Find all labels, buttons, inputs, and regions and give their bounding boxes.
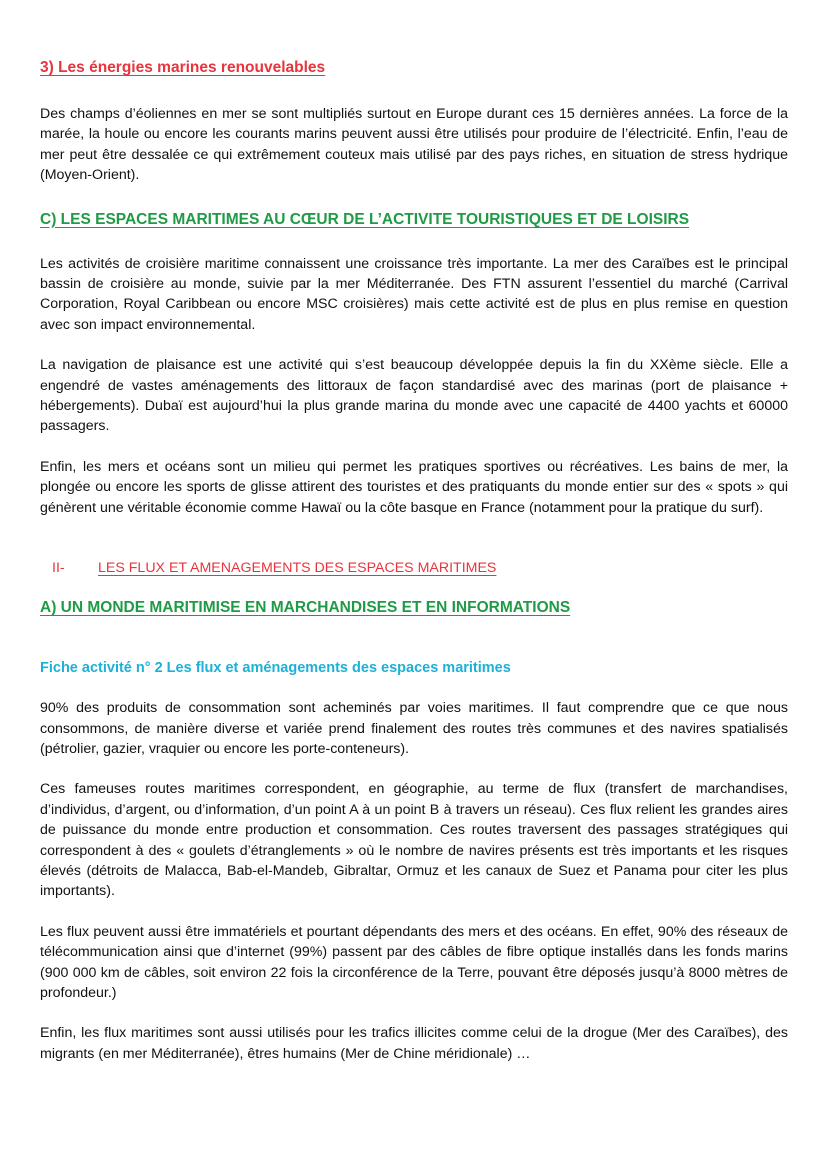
fiche-activite-heading: Fiche activité n° 2 Les flux et aménagements des espaces maritimes <box>40 660 511 677</box>
fiche-paragraph-4: Enfin, les flux maritimes sont aussi utilisés pour les trafics illicites comme celui de la drogue (Mer des Caraïbes), des migrants (en mer Méditerranée), êtres humains (Mer de Chine méridionale) … <box>40 1025 788 1062</box>
section-3-heading: 3) Les énergies marines renouvelables <box>40 59 326 76</box>
section-ii-number: II- <box>52 560 65 577</box>
document-page <box>40 58 788 1064</box>
section-a-heading: A) UN MONDE MARITIMISE EN MARCHANDISES ET EN INFORMATIONS <box>40 599 571 617</box>
section-c-heading: C) LES ESPACES MARITIMES AU CŒUR DE L’ACTIVITE TOURISTIQUES ET DE LOISIRS <box>40 210 690 228</box>
fiche-paragraph-1: 90% des produits de consommation sont acheminés par voies maritimes. Il faut comprendre que ce que nous consommons, de manière diverse et variée prend finalement des routes très communes et des navires spatialisés (pétrolier, gazier, vraquier ou encore les porte-conteneurs). <box>40 700 788 757</box>
section-c-paragraph-3: Enfin, les mers et océans sont un milieu qui permet les pratiques sportives ou récréatives. Les bains de mer, la plongée ou encore les sports de glisse attirent des touristes et des pratiquants du monde entier sur des « spots » qui génèrent une véritable économie comme Hawaï ou la côte basque en France (notamment pour la pratique du surf). <box>40 458 788 516</box>
fiche-paragraph-2: Ces fameuses routes maritimes correspondent, en géographie, au terme de flux (transfert de marchandises, d’individus, d’argent, ou d’information, d’un point A à un point B à travers un réseau). Ces flux relient les grandes aires de puissance du monde entre production et consommation. Ces routes traversent des passages stratégiques qui correspondent à des « goulets d’étranglements » où le nombre de navires présents est très importants et les risques élevés (détroits de Malacca, Bab-el-Mandeb, Gibraltar, Ormuz et les canaux de Suez et Panama pour citer les plus importants). <box>40 781 788 900</box>
section-ii-title: LES FLUX ET AMENAGEMENTS DES ESPACES MARITIMES <box>98 560 497 577</box>
section-3-paragraph: Des champs d’éoliennes en mer se sont multipliés surtout en Europe durant ces 15 dernières années. La force de la marée, la houle ou encore les courants marins peuvent aussi être utilisés pour produire de l’électricité. Enfin, l’eau de mer peut être dessalée ce qui extrêmement couteux mais utilisé par des pays riches, en situation de stress hydrique (Moyen-Orient). <box>40 106 788 184</box>
fiche-paragraph-3: Les flux peuvent aussi être immatériels et pourtant dépendants des mers et des océans. En effet, 90% des réseaux de télécommunication ainsi que d’internet (99%) passent par des câbles de fibre optique installés dans les fonds marins (900 000 km de câbles, soit environ 22 fois la circonférence de la Terre, pouvant être déposés jusqu’à 8000 mètres de profondeur.) <box>40 923 788 1001</box>
section-c-paragraph-2: La navigation de plaisance est une activité qui s’est beaucoup développée depuis la fin du XXème siècle. Elle a engendré de vastes aménagements des littoraux de façon standardisé avec des marinas (port de plaisance + hébergements). Dubaï est aujourd’hui la plus grande marina du monde avec une capacité de 4400 yachts et 60000 passagers. <box>40 357 788 435</box>
section-ii-heading <box>40 558 788 578</box>
section-c-paragraph-1: Les activités de croisière maritime connaissent une croissance très importante. La mer des Caraïbes est le principal bassin de croisière au monde, suivie par la mer Méditerranée. Des FTN assurent l’essentiel du marché (Carrival Corporation, Royal Caribbean ou encore MSC croisières) mais cette activité est de plus en plus remise en question avec son impact environnemental. <box>40 255 788 333</box>
